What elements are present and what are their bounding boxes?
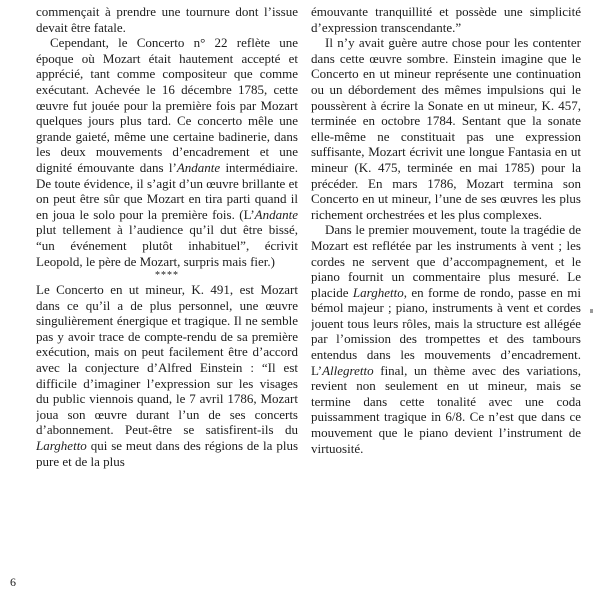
text-run: commençait à prendre une tournure dont l’issue devait être fatale. xyxy=(36,4,298,35)
italic-title: Allegretto xyxy=(322,362,374,378)
text-run: Cependant, le Concerto n° 22 reflète une époque où Mozart était hautement accepté et apprécié, tant comme compositeur que comme exécutant. Achevée le 16 décembre 1785, cette œuvre fut jouée pour la première fois par Mozart quelques jours plus tard. Ce concerto mêle une grande gaieté, même une certaine badinerie, dans les deux mouvements d’encadrement et une dignité émouvante dans l’ xyxy=(36,35,298,175)
italic-title: Larghetto xyxy=(352,284,404,300)
paragraph xyxy=(36,282,298,469)
text-run: Dans le premier mouvement, toute la tragédie de Mozart est reflétée par les instruments à vent ; les cordes ne servent que d’accompagnement, et le piano fournit un commentaire plus mesuré. Le placide xyxy=(311,222,581,300)
page-number: 6 xyxy=(10,575,16,589)
italic-title: Andante xyxy=(176,159,221,175)
paragraph xyxy=(311,35,581,222)
text-run: intermédiaire. De toute évidence, il s’agit d’un œuvre brillante et on peut être sûr que Mozart en tira parti quand il en joua le solo pour la première fois. (L’ xyxy=(36,159,298,222)
text-column-left xyxy=(36,4,298,572)
text-run: , en forme de rondo, passe en mi bémol majeur ; piano, instruments à vent et cordes jouent tous leurs rôles, mais la structure est allégée par l’omission des trompettes et des tambours entendus dans les mouvements d’encadrement. L’ xyxy=(311,284,581,378)
section-separator xyxy=(36,269,298,282)
text-run: qui se meut dans des régions de la plus pure et de la plus xyxy=(36,438,298,469)
paragraph xyxy=(36,35,298,269)
text-run: plut tellement à l’audience qu’il dut être bissé, “un événement plutôt inhabituel”, écrivit Leopold, le père de Mozart, surpris mais fier.) xyxy=(36,222,298,269)
text-run: émouvante tranquillité et possède une simplicité d’expression transcendante.” xyxy=(311,4,581,35)
paragraph xyxy=(311,4,581,35)
scan-mark xyxy=(590,309,593,313)
text-run: Le Concerto en ut mineur, K. 491, est Mozart dans ce qu’il a de plus personnel, une œuvre singulièrement énergique et tragique. Il ne semble pas y avoir trace de compte-rendu de sa première exécution, mais on peut facilement être d’accord avec la conjecture d’Alfred Einstein : “Il est difficile d’imaginer l’expression sur les visages du public viennois quand, le 7 avril 1786, Mozart joua son œuvre durant l’un de ses concerts d’abonnement. Peut-être se satisfirent-ils du xyxy=(36,282,298,438)
italic-title: Andante xyxy=(254,206,298,222)
text-run: **** xyxy=(155,270,179,282)
paragraph xyxy=(36,4,298,35)
text-column-right xyxy=(311,4,581,572)
italic-title: Larghetto xyxy=(36,438,87,454)
text-run: final, un thème avec des variations, revient non seulement en ut mineur, mais se termine dans cette tonalité avec une coda puissamment tragique in 6/8. Ce n’est que dans ce mouvement que le piano devient l’instrument de virtuosité. xyxy=(311,362,581,456)
paragraph xyxy=(311,222,581,456)
text-run: Il n’y avait guère autre chose pour les contenter dans cette œuvre sombre. Einstein imagine que le Concerto en ut mineur représente une continuation ou un débordement des mêmes impulsions qui le poussèrent à écrire la Sonate en ut mineur, K. 457, terminée en octobre 1784. Sentant que la sonate elle-même ne constituait pas une expression suffisante, Mozart écrivit une longue Fantasia en ut mineur (K. 475, terminée en mai 1785) pour la précéder. En mars 1786, Mozart termina son Concerto en ut mineur, l’une de ses œuvres les plus richement orchestrées et les plus complexes. xyxy=(311,35,581,222)
